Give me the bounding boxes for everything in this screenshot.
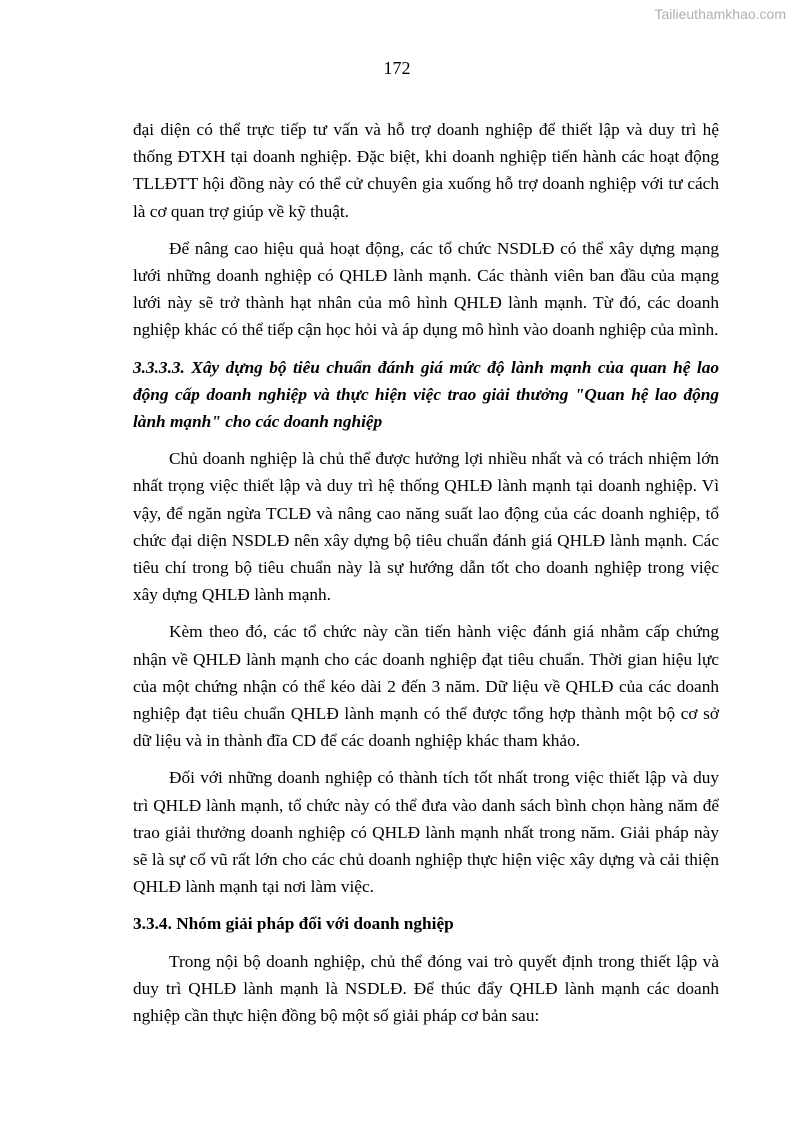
paragraph: Trong nội bộ doanh nghiệp, chủ thể đóng vai trò quyết định trong thiết lập và duy trì QHLĐ lành mạnh là NSDLĐ. Để thúc đẩy QHLĐ lành mạnh các doanh nghiệp cần thực hiện đồng bộ một số giải pháp cơ bản sau: <box>133 951 719 1026</box>
paragraph: Đối với những doanh nghiệp có thành tích tốt nhất trong việc thiết lập và duy trì QHLĐ lành mạnh, tổ chức này có thể đưa vào danh sách bình chọn hàng năm để trao giải thưởng doanh nghiệp có QHLĐ lành mạnh nhất trong năm. Giải pháp này sẽ là sự cổ vũ rất lớn cho các chủ doanh nghiệp thực hiện việc xây dựng và cải thiện QHLĐ lành mạnh tại nơi làm việc. <box>133 768 719 897</box>
paragraph: Chủ doanh nghiệp là chủ thể được hưởng lợi nhiều nhất và có trách nhiệm lớn nhất trọng việc thiết lập và duy trì hệ thống QHLĐ lành mạnh tại doanh nghiệp. Vì vậy, để ngăn ngừa TCLĐ và nâng cao năng suất lao động của các doanh nghiệp, tổ chức đại diện NSDLĐ nên xây dựng bộ tiêu chuẩn đánh giá QHLĐ lành mạnh. Các tiêu chí trong bộ tiêu chuẩn này là sự hướng dẫn tốt cho doanh nghiệp trong việc xây dựng QHLĐ lành mạnh. <box>133 449 719 605</box>
watermark-text: Tailieuthamkhao.com <box>654 6 786 22</box>
page-number: 172 <box>383 58 411 78</box>
section-heading: 3.3.4. Nhóm giải pháp đối với doanh nghiệp <box>133 914 454 934</box>
section-heading: 3.3.3.3. Xây dựng bộ tiêu chuẩn đánh giá mức độ lành mạnh của quan hệ lao động cấp doanh nghiệp và thực hiện việc trao giải thưởng "Quan hệ lao động lành mạnh" cho các doanh nghiệp <box>133 357 719 432</box>
paragraph: đại diện có thể trực tiếp tư vấn và hỗ trợ doanh nghiệp để thiết lập và duy trì hệ thống ĐTXH tại doanh nghiệp. Đặc biệt, khi doanh nghiệp tiến hành các hoạt động TLLĐTT hội đồng này có thể cử chuyên gia xuống hỗ trợ doanh nghiệp với tư cách là cơ quan trợ giúp về kỹ thuật. <box>133 120 719 221</box>
paragraph: Kèm theo đó, các tổ chức này cần tiến hành việc đánh giá nhằm cấp chứng nhận về QHLĐ lành mạnh cho các doanh nghiệp đạt tiêu chuẩn. Thời gian hiệu lực của một chứng nhận có thể kéo dài 2 đến 3 năm. Dữ liệu về QHLĐ của các doanh nghiệp đạt tiêu chuẩn QHLĐ lành mạnh có thể được tổng hợp thành một bộ cơ sở dữ liệu và in thành đĩa CD để các doanh nghiệp khác tham khảo. <box>133 622 719 751</box>
paragraph: Để nâng cao hiệu quả hoạt động, các tổ chức NSDLĐ có thể xây dựng mạng lưới những doanh nghiệp có QHLĐ lành mạnh. Các thành viên ban đầu của mạng lưới này sẽ trở thành hạt nhân của mô hình QHLĐ lành mạnh. Từ đó, các doanh nghiệp khác có thể tiếp cận học hỏi và áp dụng mô hình vào doanh nghiệp của mình. <box>133 238 719 340</box>
document-body <box>133 116 719 1039</box>
